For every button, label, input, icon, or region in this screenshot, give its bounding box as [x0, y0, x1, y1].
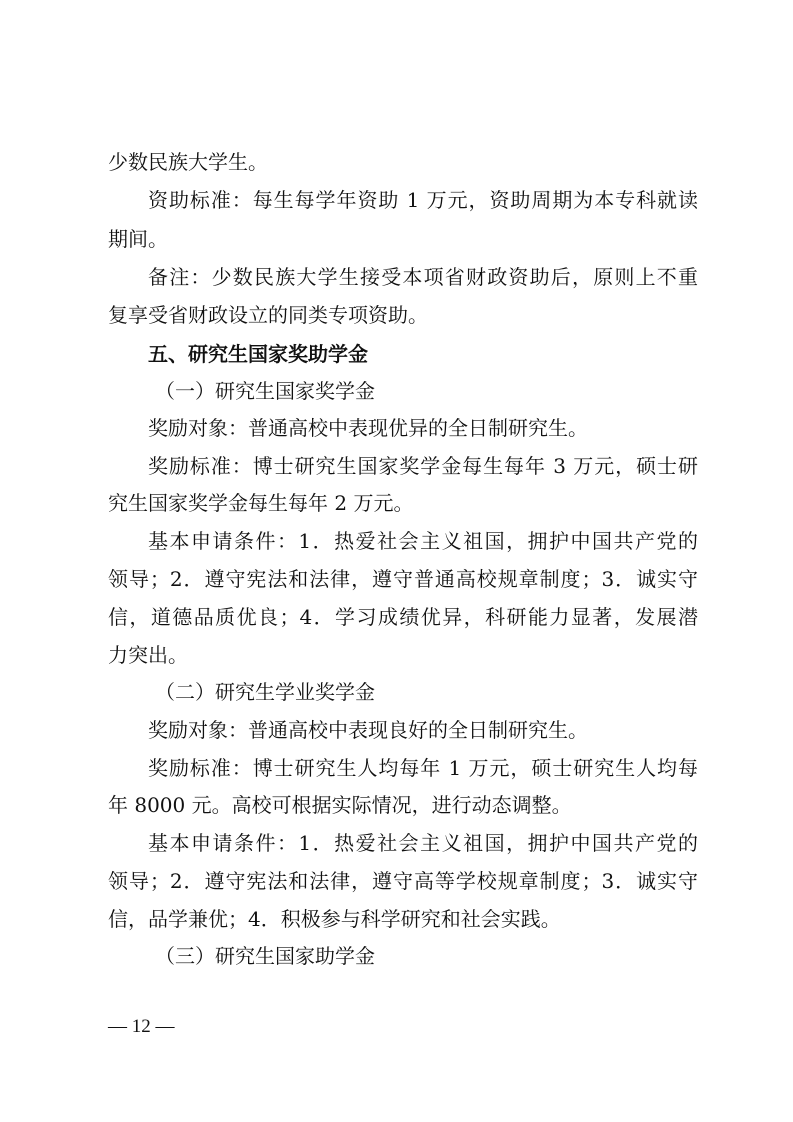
- subsection-heading: （一）研究生国家奖学金: [155, 379, 375, 403]
- paragraph-line: 备注：少数民族大学生接受本项省财政资助后，原则上不重: [148, 265, 698, 289]
- paragraph-line: 复享受省财政设立的同类专项资助。: [108, 303, 428, 327]
- paragraph-line: 奖励对象：普通高校中表现优异的全日制研究生。: [148, 416, 588, 440]
- paragraph-line: 领导；2．遵守宪法和法律，遵守普通高校规章制度；3．诚实守: [108, 567, 698, 591]
- paragraph-line: 期间。: [108, 227, 168, 251]
- paragraph-line: 领导；2．遵守宪法和法律，遵守高等学校规章制度；3．诚实守: [108, 869, 698, 893]
- paragraph-line: 究生国家奖学金每生每年 2 万元。: [108, 491, 414, 515]
- paragraph-line: 基本申请条件：1．热爱社会主义祖国，拥护中国共产党的: [148, 831, 698, 855]
- paragraph-line: 奖励对象：普通高校中表现良好的全日制研究生。: [148, 718, 588, 742]
- subsection-heading: （二）研究生学业奖学金: [155, 680, 375, 704]
- paragraph-line: 年 8000 元。高校可根据实际情况，进行动态调整。: [108, 793, 572, 817]
- paragraph-line: 信，品学兼优；4．积极参与科学研究和社会实践。: [108, 907, 561, 931]
- paragraph-line: 信，道德品质优良；4．学习成绩优异，科研能力显著，发展潜: [108, 605, 698, 629]
- paragraph-line: 奖励标准：博士研究生人均每年 1 万元，硕士研究生人均每: [148, 756, 698, 780]
- page-number: — 12 —: [108, 1016, 175, 1037]
- paragraph-line: 力突出。: [108, 643, 188, 667]
- paragraph-line: 少数民族大学生。: [108, 150, 268, 174]
- paragraph-line: 奖励标准：博士研究生国家奖学金每生每年 3 万元，硕士研: [148, 454, 698, 478]
- paragraph-line: 基本申请条件：1．热爱社会主义祖国，拥护中国共产党的: [148, 529, 698, 553]
- section-heading: 五、研究生国家奖助学金: [148, 342, 368, 366]
- paragraph-line: 资助标准：每生每学年资助 1 万元，资助周期为本专科就读: [148, 188, 698, 212]
- subsection-heading: （三）研究生国家助学金: [155, 944, 375, 968]
